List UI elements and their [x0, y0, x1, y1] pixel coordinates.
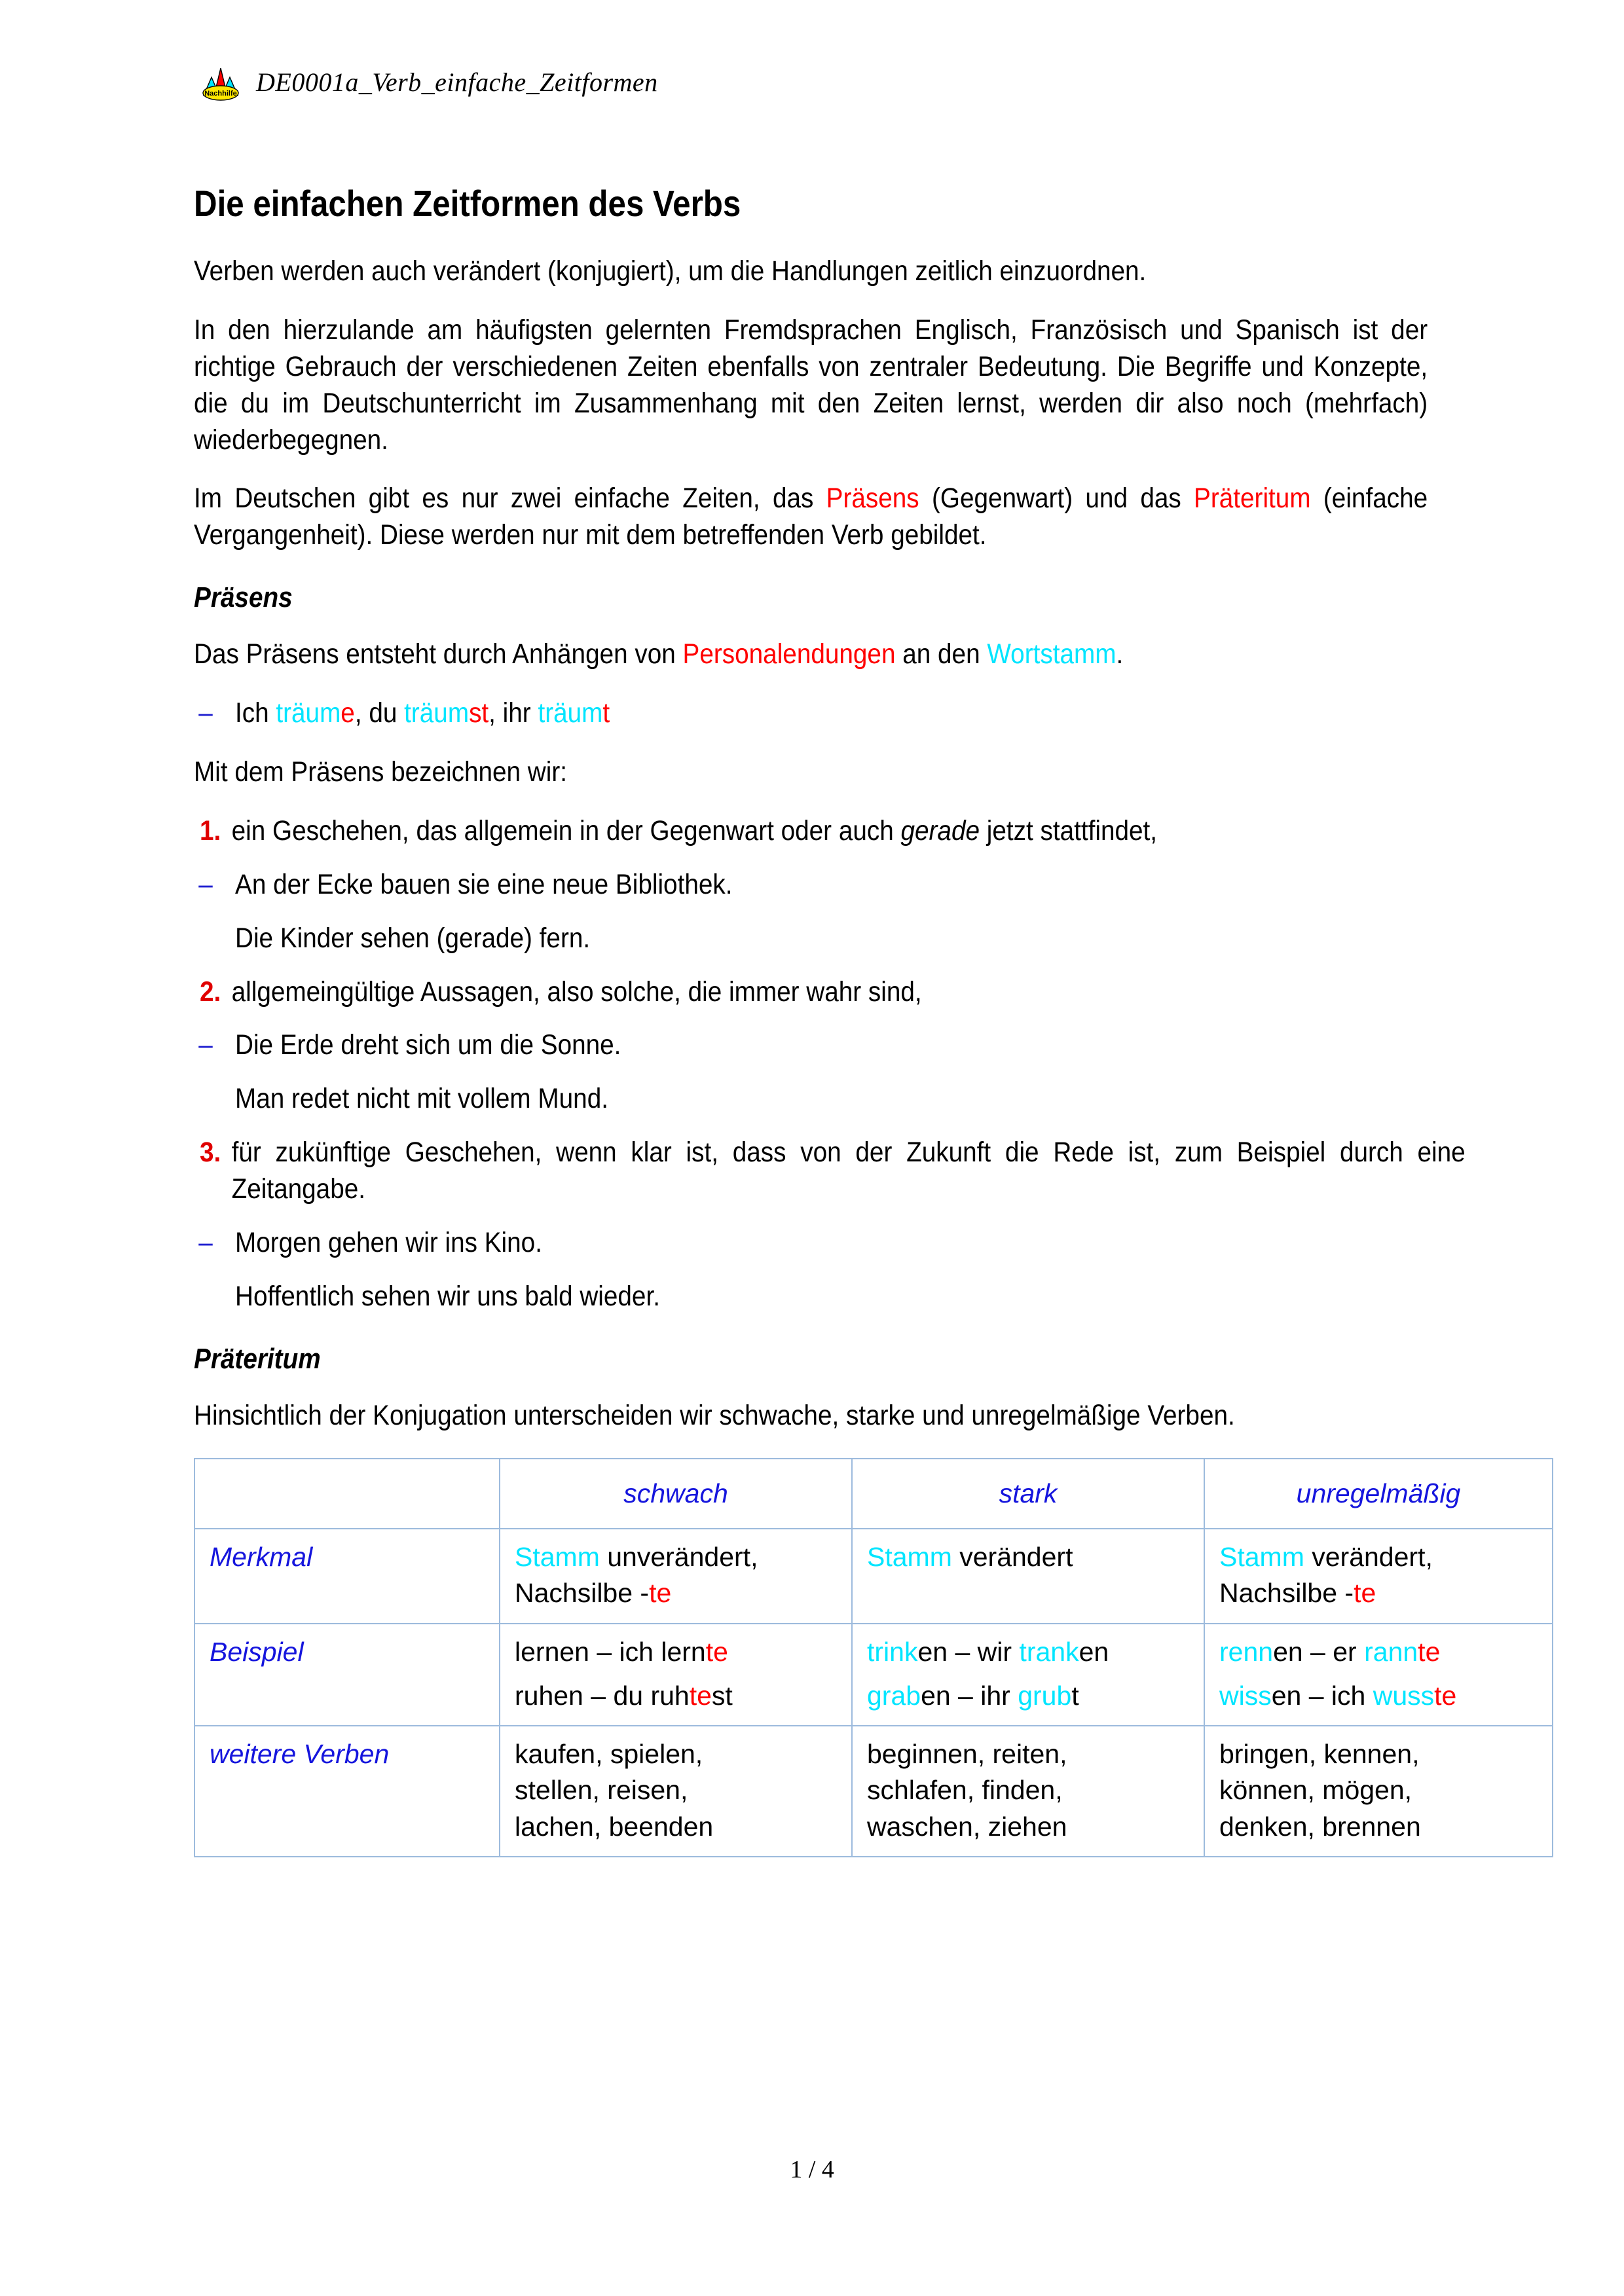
item-text-italic: gerade [900, 814, 980, 847]
example-plain-line: Hoffentlich sehen wir uns bald wieder. [235, 1280, 660, 1312]
row-label-text: Merkmal [210, 1542, 313, 1572]
part-1: wiss [1219, 1680, 1272, 1711]
praesens-rule-part-b: an den [895, 638, 987, 670]
part-2: te [705, 1636, 728, 1667]
example-ending-1: e [341, 697, 355, 729]
example-sentence: Die Erde dreht sich um die Sonne. [235, 1029, 621, 1061]
intro-p3-praeteritum: Präteritum [1194, 483, 1311, 515]
row-label-text: weitere Verben [210, 1739, 390, 1770]
praesens-example-line [194, 695, 1469, 732]
weitere-stark-cell [852, 1726, 1204, 1857]
part-3: wuss [1373, 1680, 1435, 1711]
section-heading-praeteritum: Präteritum [194, 1342, 321, 1375]
praesens-uses-intro: Mit dem Präsens bezeichnen wir: [194, 756, 567, 788]
part-4: en [1079, 1636, 1109, 1667]
intro-paragraph-2: In den hierzulande am häufigsten gelernten Fremdsprachen Englisch, Französisch und Spanisch ist der richtige Gebrauch der verschiedenen Zeiten ebenfalls von zentraler Bedeutung. Die Begriffe und Konzepte, die du im Deutschunterricht im Zusammenhang mit den Zeiten lernst, werden dir also noch (mehrfach) wiederbegegnen. [194, 314, 1428, 456]
merkmal-line-2 [1219, 1576, 1538, 1611]
verb-line: können, mögen, [1219, 1775, 1412, 1806]
merkmal-line-2 [515, 1576, 837, 1611]
table-header-stark: stark [852, 1459, 1204, 1529]
example-dash-line [194, 1225, 1469, 1262]
part-3: trank [1019, 1636, 1079, 1667]
intro-p3-part-a: Im Deutschen gibt es nur zwei einfache Zeiten, das [194, 483, 826, 515]
section-heading-praesens: Präsens [194, 581, 293, 614]
numbered-item [194, 1135, 1466, 1208]
item-text-b: jetzt stattfindet, [980, 814, 1158, 847]
dash-bullet-icon: – [198, 1227, 213, 1259]
example-sep-2: , ihr [489, 697, 538, 729]
nachhilfe-logo-icon [200, 63, 242, 101]
merkmal-line-1 [867, 1540, 1189, 1575]
example-stem-1: träum [276, 697, 341, 729]
list-number: 2. [200, 975, 221, 1008]
document-code-label: DE0001a_Verb_einfache_Zeitformen [256, 67, 658, 97]
page-title: Die einfachen Zeitformen des Verbs [194, 183, 741, 224]
part-3: rann [1364, 1636, 1418, 1667]
beispiel-stark-cell [852, 1624, 1204, 1726]
verb-line: schlafen, finden, [867, 1775, 1063, 1806]
verb-line: kaufen, spielen, [515, 1739, 703, 1770]
table-header-row [194, 1459, 1553, 1529]
example-plain-line: Man redet nicht mit vollem Mund. [235, 1083, 608, 1115]
suffix-label: Nachsilbe - [1219, 1578, 1354, 1609]
list-number: 3. [200, 1137, 221, 1169]
intro-p3-part-b: (Gegenwart) und das [919, 483, 1194, 515]
merkmal-rest: unverändert, [599, 1542, 758, 1572]
merkmal-rest: verändert [951, 1542, 1073, 1572]
weitere-schwach-cell [500, 1726, 852, 1857]
suffix-label: Nachsilbe - [515, 1578, 650, 1609]
verb-comparison-table [194, 1458, 1553, 1857]
part-1: renn [1219, 1636, 1274, 1667]
praeteritum-intro: Hinsichtlich der Konjugation unterscheiden wir schwache, starke und unregelmäßige Verben. [194, 1399, 1235, 1431]
merkmal-unregelmaessig-cell [1204, 1529, 1553, 1624]
praesens-rule [194, 636, 1428, 673]
beispiel-line [515, 1635, 837, 1669]
praesens-rule-part-c: . [1116, 638, 1124, 670]
table-row [194, 1529, 1553, 1624]
beispiel-line [1219, 1679, 1538, 1713]
row-label-weitere-verben [194, 1726, 500, 1857]
numbered-item [194, 974, 1466, 1011]
part-4: t [1071, 1680, 1079, 1711]
stem-word: Stamm [515, 1542, 600, 1572]
stem-word: Stamm [867, 1542, 952, 1572]
table-header-unregelmaessig: unregelmäßig [1204, 1459, 1553, 1529]
verb-line: denken, brennen [1219, 1811, 1421, 1842]
suffix-value: te [1354, 1578, 1376, 1609]
part-1: lernen – ich lern [515, 1636, 706, 1667]
intro-p3-praesens: Präsens [826, 483, 919, 515]
part-4: te [1418, 1636, 1441, 1667]
part-3: st [711, 1680, 733, 1711]
row-label-merkmal [194, 1529, 500, 1624]
example-sentence: Morgen gehen wir ins Kino. [235, 1227, 542, 1259]
praesens-rule-endings: Personalendungen [682, 638, 896, 670]
row-label-text: Beispiel [210, 1636, 304, 1667]
weitere-unregelmaessig-cell [1204, 1726, 1553, 1857]
beispiel-line [867, 1679, 1189, 1713]
part-4: te [1434, 1680, 1457, 1711]
praesens-rule-part-a: Das Präsens entsteht durch Anhängen von [194, 638, 683, 670]
list-number: 1. [200, 814, 221, 847]
part-2: te [689, 1680, 712, 1711]
merkmal-schwach-cell [500, 1529, 852, 1624]
document-body [194, 182, 1466, 1857]
example-plain-line: Die Kinder sehen (gerade) fern. [235, 922, 591, 954]
part-1: ruhen – du ruh [515, 1680, 690, 1711]
beispiel-line [867, 1635, 1189, 1669]
stem-word: Stamm [1219, 1542, 1304, 1572]
table-header-empty [194, 1459, 500, 1529]
svg-text:Nachhilfe: Nachhilfe [204, 90, 237, 98]
merkmal-rest: verändert, [1304, 1542, 1433, 1572]
table-header-schwach: schwach [500, 1459, 852, 1529]
part-3: grub [1018, 1680, 1072, 1711]
page-footer: 1 / 4 [790, 2156, 834, 2183]
example-dash-line [194, 867, 1469, 903]
example-lead: Ich [235, 697, 276, 729]
part-2: en – er [1273, 1636, 1365, 1667]
verb-line: lachen, beenden [515, 1811, 714, 1842]
table-row [194, 1726, 1553, 1857]
beispiel-schwach-cell [500, 1624, 852, 1726]
item-text-a: allgemeingültige Aussagen, also solche, die immer wahr sind, [231, 975, 922, 1008]
merkmal-stark-cell [852, 1529, 1204, 1624]
example-sentence: An der Ecke bauen sie eine neue Bibliothek. [235, 868, 733, 900]
example-ending-3: t [602, 697, 610, 729]
intro-paragraph-3 [194, 481, 1428, 554]
intro-p3-part-c: (einfache Vergangenheit). Diese werden nur mit dem betreffenden Verb gebildet. [194, 483, 1428, 551]
row-label-beispiel [194, 1624, 500, 1726]
verb-line: waschen, ziehen [867, 1811, 1067, 1842]
example-sep-1: , du [354, 697, 405, 729]
merkmal-line-1 [1219, 1540, 1538, 1575]
page-header [200, 63, 658, 101]
part-1: grab [867, 1680, 921, 1711]
suffix-value: te [649, 1578, 672, 1609]
dash-bullet-icon: – [198, 1029, 213, 1061]
item-text-a: ein Geschehen, das allgemein in der Gegenwart oder auch [231, 814, 901, 847]
dash-bullet-icon: – [198, 697, 213, 729]
merkmal-line-1 [515, 1540, 837, 1575]
example-stem-2: träum [404, 697, 470, 729]
intro-paragraph-1: Verben werden auch verändert (konjugiert), um die Handlungen zeitlich einzuordnen. [194, 255, 1147, 287]
example-dash-line [194, 1027, 1469, 1064]
verb-line: stellen, reisen, [515, 1775, 688, 1806]
dash-bullet-icon: – [198, 868, 213, 900]
beispiel-line [1219, 1635, 1538, 1669]
part-2: en – ich [1271, 1680, 1373, 1711]
verb-line: bringen, kennen, [1219, 1739, 1420, 1770]
beispiel-line [515, 1679, 837, 1713]
verb-line: beginnen, reiten, [867, 1739, 1067, 1770]
part-1: trink [867, 1636, 918, 1667]
example-ending-2: st [469, 697, 489, 729]
part-2: en – ihr [921, 1680, 1018, 1711]
praesens-rule-stem: Wortstamm [987, 638, 1116, 670]
numbered-item [194, 813, 1466, 850]
beispiel-unregelmaessig-cell [1204, 1624, 1553, 1726]
table-row [194, 1624, 1553, 1726]
part-2: en – wir [917, 1636, 1020, 1667]
example-stem-3: träum [538, 697, 603, 729]
item-text-a: für zukünftige Geschehen, wenn klar ist, dass von der Zukunft die Rede ist, zum Beispiel durch eine Zeitangabe. [231, 1137, 1466, 1205]
